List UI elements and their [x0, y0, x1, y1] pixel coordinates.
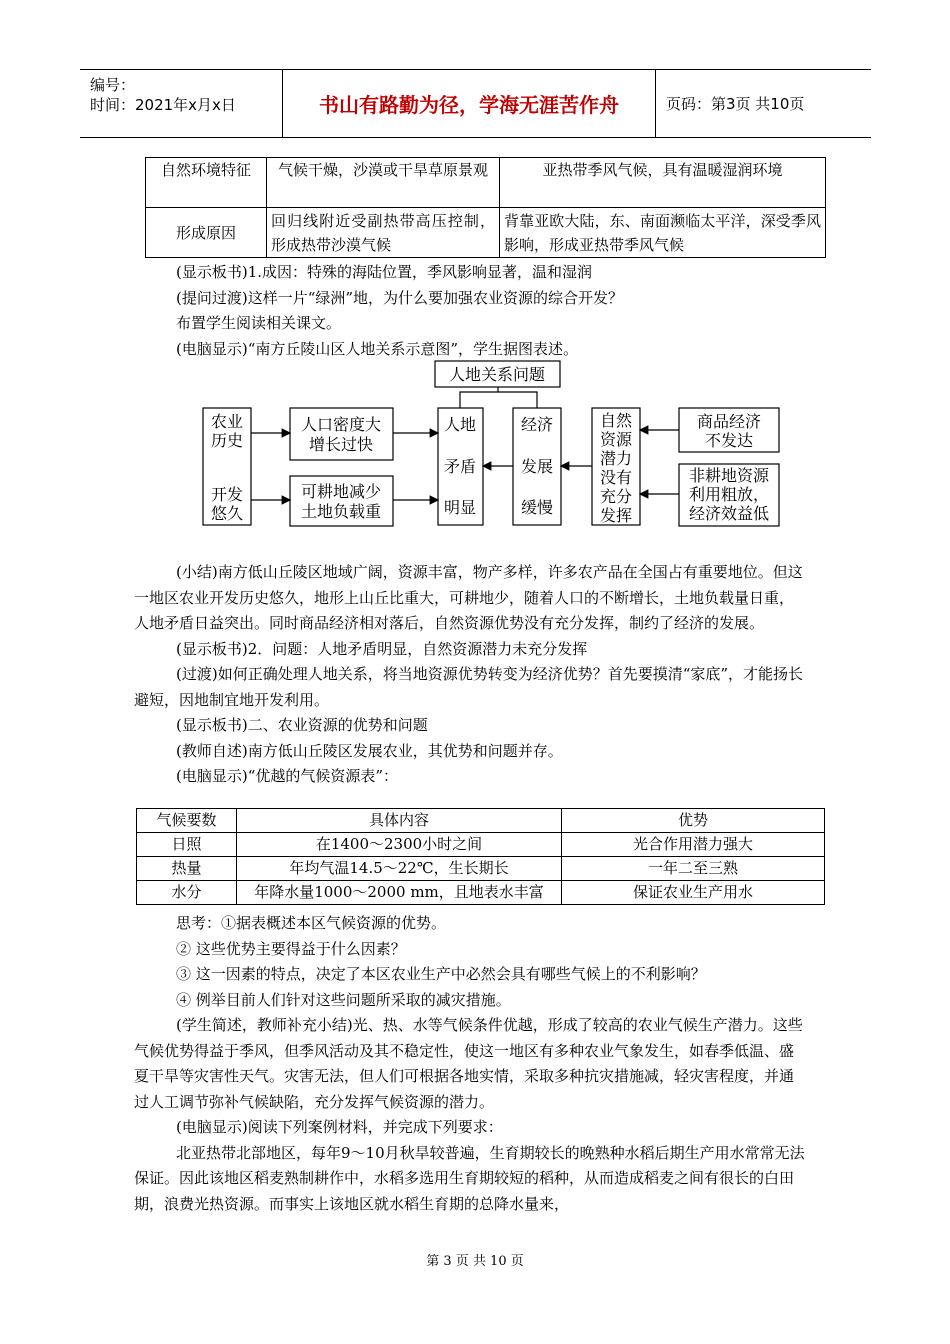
paragraph: (电脑显示)“优越的气候资源表”： — [176, 767, 399, 785]
paragraph: (过渡)如何正确处理人地关系，将当地资源优势转变为经济优势？首先要摸清“家底”，才能扬长避短，因地制宜地开发利用。 — [134, 665, 804, 709]
paragraph: ③ 这一因素的特点，决定了本区农业生产中必然会具有哪些气候上的不利影响？ — [176, 965, 706, 983]
table-cell: 亚热带季风气候，具有温暖湿润环境 — [500, 158, 826, 208]
table-cell: 回归线附近受副热带高压控制，形成热带沙漠气候 — [267, 208, 500, 258]
table-cell: 形成原因 — [146, 208, 267, 258]
table-cell: 光合作用潜力强大 — [562, 833, 825, 857]
diagram-text: 可耕地减少 — [300, 482, 382, 501]
diagram-text: 明显 — [443, 498, 477, 517]
table-row — [146, 158, 826, 208]
climate-comparison-table — [145, 157, 826, 258]
table-cell: 自然环境特征 — [146, 158, 267, 208]
paragraph: (显示板书)1.成因：特殊的海陆位置，季风影响显著，温和湿润 — [176, 263, 593, 281]
table-header: 气候要数 — [137, 809, 237, 833]
paragraph: (学生简述，教师补充小结)光、热、水等气候条件优越，形成了较高的农业气候生产潜力。这些气候优势得益于季风，但季风活动及其不稳定性，使这一地区有多种农业气象发生，如春季低温、盛夏干旱等灾害性天气。灾害无法，但人们可根据各地实情，采取多种抗灾措施减，轻灾害程度，并通过人工调节弥补气候缺陷，充分发挥气候资源的潜力。 — [134, 1016, 803, 1111]
diagram-text: 商品经济 — [696, 412, 762, 431]
paragraph: (教师自述)南方低山丘陵区发展农业，其优势和问题并存。 — [176, 741, 563, 760]
table-cell: 背靠亚欧大陆，东、南面濒临太平洋，深受季风影响，形成亚热带季风气候 — [500, 208, 826, 258]
paragraph: ④ 例举目前人们针对这些问题所采取的减灾措施。 — [176, 990, 511, 1009]
diagram-text: 利用粗放， — [688, 485, 770, 504]
diagram-top-label: 人地关系问题 — [448, 365, 546, 384]
diagram-text: 发展 — [520, 457, 554, 476]
paragraph: (显示板书)2．问题：人地矛盾明显，自然资源潜力未充分发挥 — [176, 639, 588, 658]
table-cell: 年均气温14.5～22℃，生长期长 — [237, 857, 562, 881]
table-cell: 年降水量1000～2000 mm，且地表水丰富 — [237, 881, 562, 905]
table-row — [137, 857, 825, 881]
header-motto: 书山有路勤为径，学海无涯苦作舟 — [283, 70, 656, 137]
table-cell: 在1400～2300小时之间 — [237, 833, 562, 857]
table-cell: 一年二至三熟 — [562, 857, 825, 881]
climate-resource-table — [136, 808, 825, 905]
diagram-text: 充分 — [599, 487, 633, 506]
table-cell: 气候干燥，沙漠或干旱草原景观 — [267, 158, 500, 208]
paragraph-group-3 — [134, 911, 808, 1217]
diagram-text: 经济效益低 — [688, 504, 770, 523]
diagram-text: 缓慢 — [520, 498, 554, 517]
diagram-text: 人地 — [443, 415, 477, 434]
date-label: 时间：2021年x月x日 — [90, 96, 236, 114]
table-row — [146, 208, 826, 258]
page-footer: 第 3 页 共 10 页 — [426, 1254, 524, 1269]
diagram-text: 资源 — [599, 430, 633, 449]
header-page-info: 页码：第3页 共10页 — [666, 95, 805, 113]
paragraph: 布置学生阅读相关课文。 — [176, 314, 342, 332]
diagram-text: 经济 — [520, 415, 554, 434]
diagram-text: 不发达 — [704, 431, 754, 450]
table-header: 具体内容 — [237, 809, 562, 833]
paragraph-group-1 — [134, 260, 808, 362]
table-header: 优势 — [562, 809, 825, 833]
paragraph-group-2 — [134, 560, 808, 790]
diagram-text: 农业 — [210, 412, 244, 431]
diagram-text: 土地负载重 — [300, 502, 382, 521]
diagram-text: 矛盾 — [443, 457, 477, 476]
paragraph: ② 这些优势主要得益于什么因素？ — [176, 939, 406, 958]
diagram-text: 开发 — [210, 485, 244, 504]
paragraph: (电脑显示)“南方丘陵山区人地关系示意图”，学生据图表述。 — [176, 339, 579, 358]
paragraph: 思考：①据表概述本区气候资源的优势。 — [176, 914, 447, 932]
number-label: 编号： — [90, 76, 136, 94]
human-land-relation-diagram — [195, 360, 795, 535]
diagram-text: 非耕地资源 — [688, 466, 770, 485]
table-cell: 日照 — [137, 833, 237, 857]
table-row — [137, 833, 825, 857]
table-row — [137, 881, 825, 905]
paragraph: (小结)南方低山丘陵区地域广阔，资源丰富，物产多样，许多农产品在全国占有重要地位。但这一地区农业开发历史悠久，地形上山丘比重大，可耕地少，随着人口的不断增长，土地负载量日重，人地矛盾日益突出。同时商品经济相对落后，自然资源优势没有充分发挥，制约了经济的发展。 — [134, 563, 803, 632]
diagram-text: 没有 — [599, 468, 633, 487]
page-header — [80, 69, 871, 138]
paragraph: 北亚热带北部地区，每年9～10月秋旱较普遍，生育期较长的晚熟种水稻后期生产用水常常无法保证。因此该地区稻麦熟制耕作中，水稻多选用生育期较短的稻种，从而造成稻麦之间有很长的白田期，浪费光热资源。而事实上该地区就水稻生育期的总降水量来， — [134, 1143, 805, 1213]
paragraph: (电脑显示)阅读下列案例材料，并完成下列要求： — [176, 1118, 503, 1136]
paragraph: (提问过渡)这样一片“绿洲”地，为什么要加强农业资源的综合开发？ — [176, 288, 624, 307]
table-header-row — [137, 809, 825, 833]
table-cell: 水分 — [137, 881, 237, 905]
diagram-text: 历史 — [210, 431, 244, 450]
diagram-text: 自然 — [599, 411, 633, 430]
diagram-text: 悠久 — [210, 504, 244, 523]
header-meta — [80, 70, 283, 137]
diagram-text: 发挥 — [599, 506, 633, 525]
table-cell: 保证农业生产用水 — [562, 881, 825, 905]
diagram-text: 潜力 — [599, 449, 633, 468]
table-cell: 热量 — [137, 857, 237, 881]
diagram-text: 增长过快 — [308, 435, 374, 454]
diagram-text: 人口密度大 — [300, 415, 382, 434]
paragraph: (显示板书)二、农业资源的优势和问题 — [176, 716, 428, 734]
